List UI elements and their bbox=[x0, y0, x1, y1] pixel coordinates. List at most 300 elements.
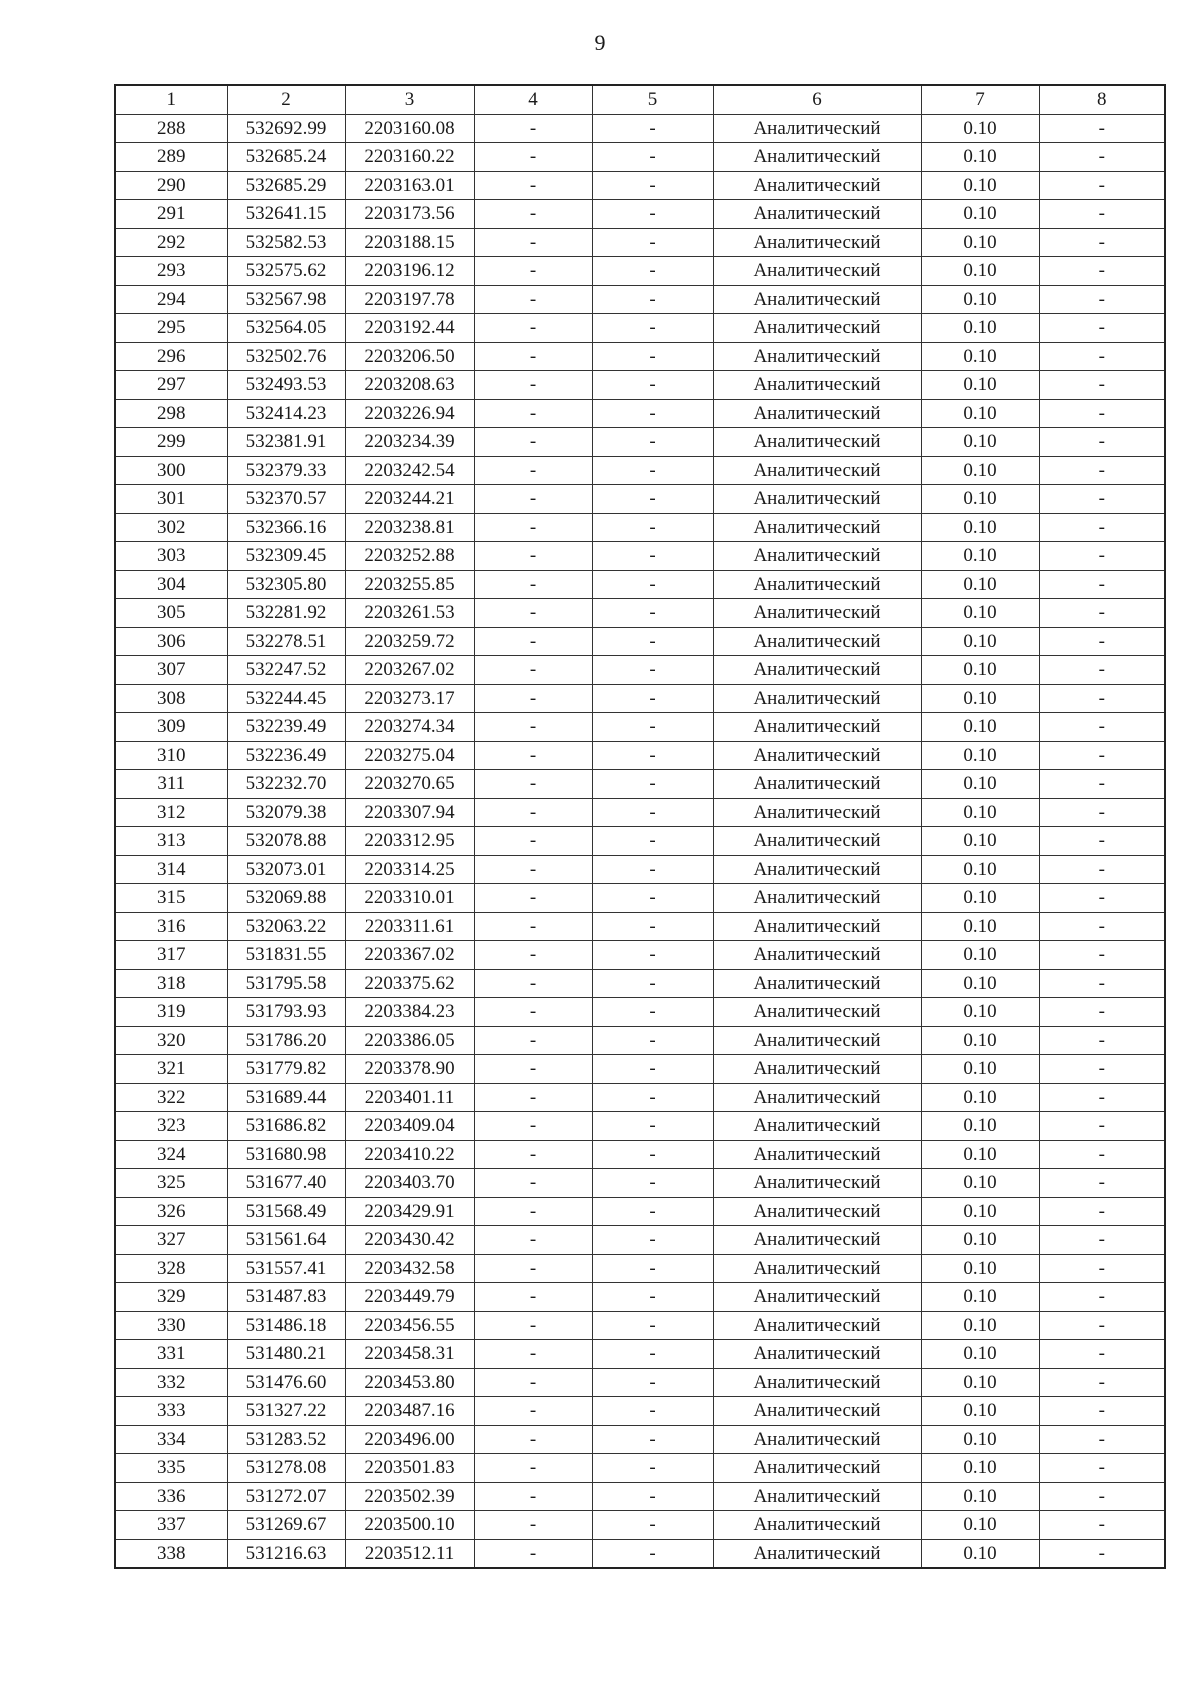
table-cell-col-3: 2203255.85 bbox=[345, 570, 474, 599]
table-cell-col-8: - bbox=[1039, 1055, 1165, 1084]
table-cell-col-5: - bbox=[592, 713, 713, 742]
table-cell-col-3: 2203244.21 bbox=[345, 485, 474, 514]
table-cell-col-4: - bbox=[474, 656, 592, 685]
table-cell-col-6: Аналитический bbox=[713, 1340, 921, 1369]
table-cell-col-8: - bbox=[1039, 969, 1165, 998]
table-cell-col-7: 0.10 bbox=[921, 428, 1039, 457]
table-cell-col-8: - bbox=[1039, 713, 1165, 742]
table-row bbox=[115, 1254, 1165, 1283]
table-cell-col-7: 0.10 bbox=[921, 627, 1039, 656]
table-cell-col-4: - bbox=[474, 827, 592, 856]
column-header-3: 3 bbox=[345, 85, 474, 114]
table-cell-col-3: 2203386.05 bbox=[345, 1026, 474, 1055]
table-cell-col-7: 0.10 bbox=[921, 1197, 1039, 1226]
table-cell-col-8: - bbox=[1039, 855, 1165, 884]
table-cell-col-4: - bbox=[474, 200, 592, 229]
table-cell-col-7: 0.10 bbox=[921, 969, 1039, 998]
table-cell-col-2: 531480.21 bbox=[227, 1340, 345, 1369]
table-cell-col-5: - bbox=[592, 371, 713, 400]
table-cell-col-3: 2203242.54 bbox=[345, 456, 474, 485]
table-cell-col-1: 304 bbox=[115, 570, 227, 599]
table-cell-col-6: Аналитический bbox=[713, 314, 921, 343]
table-cell-col-7: 0.10 bbox=[921, 257, 1039, 286]
table-cell-col-8: - bbox=[1039, 1397, 1165, 1426]
table-cell-col-6: Аналитический bbox=[713, 570, 921, 599]
table-cell-col-3: 2203311.61 bbox=[345, 912, 474, 941]
table-row bbox=[115, 513, 1165, 542]
table-cell-col-4: - bbox=[474, 912, 592, 941]
table-cell-col-1: 330 bbox=[115, 1311, 227, 1340]
table-cell-col-6: Аналитический bbox=[713, 798, 921, 827]
table-cell-col-8: - bbox=[1039, 656, 1165, 685]
table-cell-col-7: 0.10 bbox=[921, 171, 1039, 200]
table-cell-col-2: 532236.49 bbox=[227, 741, 345, 770]
table-row bbox=[115, 399, 1165, 428]
table-cell-col-4: - bbox=[474, 713, 592, 742]
table-cell-col-2: 532281.92 bbox=[227, 599, 345, 628]
table-cell-col-8: - bbox=[1039, 770, 1165, 799]
table-cell-col-4: - bbox=[474, 228, 592, 257]
table-cell-col-3: 2203197.78 bbox=[345, 285, 474, 314]
table-cell-col-8: - bbox=[1039, 1283, 1165, 1312]
table-row bbox=[115, 713, 1165, 742]
table-cell-col-8: - bbox=[1039, 1112, 1165, 1141]
table-cell-col-1: 297 bbox=[115, 371, 227, 400]
table-cell-col-4: - bbox=[474, 1397, 592, 1426]
table-cell-col-2: 531269.67 bbox=[227, 1511, 345, 1540]
table-cell-col-3: 2203456.55 bbox=[345, 1311, 474, 1340]
table-cell-col-8: - bbox=[1039, 570, 1165, 599]
table-cell-col-8: - bbox=[1039, 342, 1165, 371]
table-cell-col-3: 2203401.11 bbox=[345, 1083, 474, 1112]
table-cell-col-1: 302 bbox=[115, 513, 227, 542]
table-cell-col-6: Аналитический bbox=[713, 1368, 921, 1397]
table-cell-col-8: - bbox=[1039, 1169, 1165, 1198]
table-cell-col-1: 300 bbox=[115, 456, 227, 485]
table-cell-col-1: 325 bbox=[115, 1169, 227, 1198]
table-cell-col-4: - bbox=[474, 257, 592, 286]
table-cell-col-5: - bbox=[592, 1055, 713, 1084]
table-cell-col-7: 0.10 bbox=[921, 1112, 1039, 1141]
table-cell-col-1: 315 bbox=[115, 884, 227, 913]
table-cell-col-4: - bbox=[474, 428, 592, 457]
table-row bbox=[115, 1197, 1165, 1226]
table-cell-col-5: - bbox=[592, 428, 713, 457]
table-row bbox=[115, 228, 1165, 257]
table-row bbox=[115, 1283, 1165, 1312]
table-cell-col-7: 0.10 bbox=[921, 1169, 1039, 1198]
table-cell-col-2: 532685.29 bbox=[227, 171, 345, 200]
table-row bbox=[115, 884, 1165, 913]
table-cell-col-6: Аналитический bbox=[713, 656, 921, 685]
table-cell-col-1: 334 bbox=[115, 1425, 227, 1454]
table-cell-col-7: 0.10 bbox=[921, 314, 1039, 343]
table-row bbox=[115, 770, 1165, 799]
column-header-5: 5 bbox=[592, 85, 713, 114]
table-cell-col-1: 320 bbox=[115, 1026, 227, 1055]
table-cell-col-4: - bbox=[474, 855, 592, 884]
table-cell-col-4: - bbox=[474, 1083, 592, 1112]
table-cell-col-8: - bbox=[1039, 798, 1165, 827]
table-cell-col-8: - bbox=[1039, 1254, 1165, 1283]
table-cell-col-8: - bbox=[1039, 143, 1165, 172]
table-cell-col-7: 0.10 bbox=[921, 884, 1039, 913]
table-cell-col-6: Аналитический bbox=[713, 599, 921, 628]
table-cell-col-4: - bbox=[474, 627, 592, 656]
table-cell-col-3: 2203234.39 bbox=[345, 428, 474, 457]
table-cell-col-4: - bbox=[474, 1340, 592, 1369]
column-header-7: 7 bbox=[921, 85, 1039, 114]
table-cell-col-2: 531283.52 bbox=[227, 1425, 345, 1454]
table-cell-col-1: 332 bbox=[115, 1368, 227, 1397]
table-cell-col-4: - bbox=[474, 1112, 592, 1141]
table-cell-col-2: 532079.38 bbox=[227, 798, 345, 827]
table-cell-col-8: - bbox=[1039, 998, 1165, 1027]
table-cell-col-5: - bbox=[592, 285, 713, 314]
table-cell-col-2: 531487.83 bbox=[227, 1283, 345, 1312]
table-cell-col-2: 531831.55 bbox=[227, 941, 345, 970]
table-cell-col-2: 532078.88 bbox=[227, 827, 345, 856]
table-cell-col-3: 2203429.91 bbox=[345, 1197, 474, 1226]
table-cell-col-1: 322 bbox=[115, 1083, 227, 1112]
table-cell-col-8: - bbox=[1039, 599, 1165, 628]
table-cell-col-5: - bbox=[592, 228, 713, 257]
table-cell-col-8: - bbox=[1039, 912, 1165, 941]
table-cell-col-8: - bbox=[1039, 399, 1165, 428]
table-cell-col-2: 531689.44 bbox=[227, 1083, 345, 1112]
table-cell-col-2: 532063.22 bbox=[227, 912, 345, 941]
table-cell-col-3: 2203375.62 bbox=[345, 969, 474, 998]
table-row bbox=[115, 1169, 1165, 1198]
table-cell-col-7: 0.10 bbox=[921, 1254, 1039, 1283]
table-row bbox=[115, 684, 1165, 713]
table-row bbox=[115, 1055, 1165, 1084]
table-cell-col-8: - bbox=[1039, 741, 1165, 770]
table-cell-col-6: Аналитический bbox=[713, 770, 921, 799]
table-cell-col-5: - bbox=[592, 1482, 713, 1511]
table-cell-col-6: Аналитический bbox=[713, 1140, 921, 1169]
table-cell-col-5: - bbox=[592, 969, 713, 998]
table-row bbox=[115, 1112, 1165, 1141]
table-cell-col-2: 532564.05 bbox=[227, 314, 345, 343]
table-row bbox=[115, 542, 1165, 571]
table-cell-col-8: - bbox=[1039, 884, 1165, 913]
table-cell-col-2: 532379.33 bbox=[227, 456, 345, 485]
table-cell-col-6: Аналитический bbox=[713, 1254, 921, 1283]
table-cell-col-4: - bbox=[474, 1026, 592, 1055]
table-cell-col-1: 312 bbox=[115, 798, 227, 827]
table-cell-col-6: Аналитический bbox=[713, 1169, 921, 1198]
column-header-4: 4 bbox=[474, 85, 592, 114]
table-cell-col-8: - bbox=[1039, 542, 1165, 571]
table-cell-col-4: - bbox=[474, 1283, 592, 1312]
table-cell-col-6: Аналитический bbox=[713, 143, 921, 172]
table-cell-col-2: 531561.64 bbox=[227, 1226, 345, 1255]
table-cell-col-8: - bbox=[1039, 684, 1165, 713]
table-cell-col-3: 2203252.88 bbox=[345, 542, 474, 571]
table-cell-col-7: 0.10 bbox=[921, 1368, 1039, 1397]
table-cell-col-7: 0.10 bbox=[921, 1026, 1039, 1055]
table-cell-col-3: 2203160.22 bbox=[345, 143, 474, 172]
table-cell-col-3: 2203458.31 bbox=[345, 1340, 474, 1369]
table-cell-col-7: 0.10 bbox=[921, 342, 1039, 371]
table-cell-col-3: 2203496.00 bbox=[345, 1425, 474, 1454]
table-cell-col-3: 2203384.23 bbox=[345, 998, 474, 1027]
table-cell-col-8: - bbox=[1039, 1340, 1165, 1369]
table-cell-col-2: 532366.16 bbox=[227, 513, 345, 542]
table-cell-col-7: 0.10 bbox=[921, 1055, 1039, 1084]
table-cell-col-4: - bbox=[474, 741, 592, 770]
table-cell-col-1: 317 bbox=[115, 941, 227, 970]
table-row bbox=[115, 342, 1165, 371]
table-cell-col-3: 2203307.94 bbox=[345, 798, 474, 827]
table-cell-col-5: - bbox=[592, 884, 713, 913]
table-cell-col-5: - bbox=[592, 1169, 713, 1198]
table-row bbox=[115, 1226, 1165, 1255]
table-cell-col-8: - bbox=[1039, 1197, 1165, 1226]
table-cell-col-6: Аналитический bbox=[713, 114, 921, 143]
table-cell-col-7: 0.10 bbox=[921, 485, 1039, 514]
table-cell-col-7: 0.10 bbox=[921, 570, 1039, 599]
table-cell-col-1: 305 bbox=[115, 599, 227, 628]
table-cell-col-5: - bbox=[592, 741, 713, 770]
table-cell-col-2: 532370.57 bbox=[227, 485, 345, 514]
table-cell-col-4: - bbox=[474, 542, 592, 571]
table-row bbox=[115, 1482, 1165, 1511]
table-cell-col-6: Аналитический bbox=[713, 941, 921, 970]
table-cell-col-7: 0.10 bbox=[921, 1397, 1039, 1426]
table-cell-col-1: 335 bbox=[115, 1454, 227, 1483]
column-header-2: 2 bbox=[227, 85, 345, 114]
table-row bbox=[115, 456, 1165, 485]
table-cell-col-7: 0.10 bbox=[921, 770, 1039, 799]
table-cell-col-8: - bbox=[1039, 941, 1165, 970]
table-row bbox=[115, 200, 1165, 229]
table-cell-col-1: 327 bbox=[115, 1226, 227, 1255]
table-cell-col-8: - bbox=[1039, 1311, 1165, 1340]
table-cell-col-3: 2203208.63 bbox=[345, 371, 474, 400]
table-cell-col-4: - bbox=[474, 171, 592, 200]
table-cell-col-2: 531686.82 bbox=[227, 1112, 345, 1141]
table-cell-col-8: - bbox=[1039, 171, 1165, 200]
table-cell-col-2: 532575.62 bbox=[227, 257, 345, 286]
table-cell-col-5: - bbox=[592, 1539, 713, 1568]
table-cell-col-2: 531557.41 bbox=[227, 1254, 345, 1283]
table-cell-col-6: Аналитический bbox=[713, 741, 921, 770]
table-cell-col-1: 318 bbox=[115, 969, 227, 998]
table-cell-col-5: - bbox=[592, 200, 713, 229]
table-cell-col-2: 532073.01 bbox=[227, 855, 345, 884]
table-cell-col-4: - bbox=[474, 371, 592, 400]
table-cell-col-4: - bbox=[474, 114, 592, 143]
table-cell-col-8: - bbox=[1039, 314, 1165, 343]
table-cell-col-5: - bbox=[592, 1254, 713, 1283]
table-cell-col-4: - bbox=[474, 485, 592, 514]
table-cell-col-4: - bbox=[474, 399, 592, 428]
table-cell-col-1: 319 bbox=[115, 998, 227, 1027]
table-cell-col-3: 2203192.44 bbox=[345, 314, 474, 343]
table-cell-col-2: 532641.15 bbox=[227, 200, 345, 229]
table-cell-col-1: 308 bbox=[115, 684, 227, 713]
table-cell-col-6: Аналитический bbox=[713, 713, 921, 742]
table-cell-col-6: Аналитический bbox=[713, 884, 921, 913]
table-cell-col-6: Аналитический bbox=[713, 285, 921, 314]
table-cell-col-6: Аналитический bbox=[713, 1197, 921, 1226]
table-cell-col-5: - bbox=[592, 827, 713, 856]
table-cell-col-3: 2203367.02 bbox=[345, 941, 474, 970]
table-cell-col-4: - bbox=[474, 314, 592, 343]
table-cell-col-5: - bbox=[592, 1083, 713, 1112]
table-cell-col-1: 294 bbox=[115, 285, 227, 314]
table-cell-col-2: 531327.22 bbox=[227, 1397, 345, 1426]
table-cell-col-6: Аналитический bbox=[713, 1083, 921, 1112]
table-cell-col-6: Аналитический bbox=[713, 998, 921, 1027]
table-cell-col-3: 2203432.58 bbox=[345, 1254, 474, 1283]
table-cell-col-3: 2203310.01 bbox=[345, 884, 474, 913]
table-cell-col-3: 2203501.83 bbox=[345, 1454, 474, 1483]
table-cell-col-5: - bbox=[592, 257, 713, 286]
table-cell-col-3: 2203259.72 bbox=[345, 627, 474, 656]
table-cell-col-1: 293 bbox=[115, 257, 227, 286]
table-cell-col-8: - bbox=[1039, 1226, 1165, 1255]
table-cell-col-5: - bbox=[592, 1283, 713, 1312]
table-cell-col-3: 2203409.04 bbox=[345, 1112, 474, 1141]
page-number: 9 bbox=[594, 30, 606, 55]
table-cell-col-3: 2203403.70 bbox=[345, 1169, 474, 1198]
table-cell-col-2: 531786.20 bbox=[227, 1026, 345, 1055]
table-cell-col-3: 2203453.80 bbox=[345, 1368, 474, 1397]
table-cell-col-7: 0.10 bbox=[921, 114, 1039, 143]
table-cell-col-6: Аналитический bbox=[713, 1283, 921, 1312]
table-row bbox=[115, 1311, 1165, 1340]
table-cell-col-4: - bbox=[474, 1454, 592, 1483]
table-cell-col-7: 0.10 bbox=[921, 1311, 1039, 1340]
table-cell-col-8: - bbox=[1039, 627, 1165, 656]
table-cell-col-5: - bbox=[592, 1340, 713, 1369]
table-cell-col-3: 2203173.56 bbox=[345, 200, 474, 229]
table-cell-col-7: 0.10 bbox=[921, 1083, 1039, 1112]
table-cell-col-5: - bbox=[592, 1112, 713, 1141]
table-cell-col-1: 296 bbox=[115, 342, 227, 371]
table-cell-col-1: 310 bbox=[115, 741, 227, 770]
table-cell-col-6: Аналитический bbox=[713, 969, 921, 998]
table-cell-col-8: - bbox=[1039, 1539, 1165, 1568]
table-cell-col-7: 0.10 bbox=[921, 399, 1039, 428]
table-cell-col-1: 292 bbox=[115, 228, 227, 257]
table-cell-col-3: 2203206.50 bbox=[345, 342, 474, 371]
table-cell-col-5: - bbox=[592, 1226, 713, 1255]
table-cell-col-5: - bbox=[592, 599, 713, 628]
table-cell-col-3: 2203163.01 bbox=[345, 171, 474, 200]
table-row bbox=[115, 1026, 1165, 1055]
table-cell-col-7: 0.10 bbox=[921, 684, 1039, 713]
table-cell-col-5: - bbox=[592, 1454, 713, 1483]
table-cell-col-4: - bbox=[474, 884, 592, 913]
table-row bbox=[115, 257, 1165, 286]
table-cell-col-5: - bbox=[592, 1197, 713, 1226]
table-cell-col-8: - bbox=[1039, 1368, 1165, 1397]
table-cell-col-2: 532414.23 bbox=[227, 399, 345, 428]
table-cell-col-5: - bbox=[592, 570, 713, 599]
table-cell-col-7: 0.10 bbox=[921, 285, 1039, 314]
table-cell-col-1: 309 bbox=[115, 713, 227, 742]
table-row bbox=[115, 1340, 1165, 1369]
table-cell-col-2: 532493.53 bbox=[227, 371, 345, 400]
table-cell-col-1: 316 bbox=[115, 912, 227, 941]
table-cell-col-8: - bbox=[1039, 485, 1165, 514]
table-cell-col-5: - bbox=[592, 1368, 713, 1397]
table-cell-col-6: Аналитический bbox=[713, 1055, 921, 1084]
table-cell-col-1: 331 bbox=[115, 1340, 227, 1369]
table-cell-col-6: Аналитический bbox=[713, 1226, 921, 1255]
table-cell-col-1: 328 bbox=[115, 1254, 227, 1283]
table-cell-col-4: - bbox=[474, 1055, 592, 1084]
table-cell-col-2: 532069.88 bbox=[227, 884, 345, 913]
table-cell-col-1: 288 bbox=[115, 114, 227, 143]
table-cell-col-4: - bbox=[474, 684, 592, 713]
table-cell-col-4: - bbox=[474, 1226, 592, 1255]
table-cell-col-6: Аналитический bbox=[713, 200, 921, 229]
table-cell-col-3: 2203196.12 bbox=[345, 257, 474, 286]
table-cell-col-3: 2203502.39 bbox=[345, 1482, 474, 1511]
table-cell-col-6: Аналитический bbox=[713, 342, 921, 371]
table-cell-col-7: 0.10 bbox=[921, 1511, 1039, 1540]
table-cell-col-3: 2203314.25 bbox=[345, 855, 474, 884]
table-cell-col-7: 0.10 bbox=[921, 855, 1039, 884]
table-cell-col-7: 0.10 bbox=[921, 998, 1039, 1027]
table-row bbox=[115, 1539, 1165, 1568]
table-cell-col-1: 338 bbox=[115, 1539, 227, 1568]
table-cell-col-7: 0.10 bbox=[921, 713, 1039, 742]
table-cell-col-7: 0.10 bbox=[921, 1454, 1039, 1483]
table-cell-col-3: 2203378.90 bbox=[345, 1055, 474, 1084]
table-cell-col-7: 0.10 bbox=[921, 143, 1039, 172]
table-cell-col-4: - bbox=[474, 1511, 592, 1540]
table-row bbox=[115, 371, 1165, 400]
table-cell-col-5: - bbox=[592, 941, 713, 970]
table-cell-col-3: 2203274.34 bbox=[345, 713, 474, 742]
table-cell-col-6: Аналитический bbox=[713, 171, 921, 200]
table-cell-col-8: - bbox=[1039, 114, 1165, 143]
table-cell-col-1: 311 bbox=[115, 770, 227, 799]
table-cell-col-8: - bbox=[1039, 456, 1165, 485]
table-cell-col-1: 290 bbox=[115, 171, 227, 200]
table-cell-col-1: 307 bbox=[115, 656, 227, 685]
table-cell-col-1: 333 bbox=[115, 1397, 227, 1426]
table-row bbox=[115, 428, 1165, 457]
table-cell-col-3: 2203270.65 bbox=[345, 770, 474, 799]
table-row bbox=[115, 1425, 1165, 1454]
table-cell-col-2: 531680.98 bbox=[227, 1140, 345, 1169]
table-cell-col-1: 298 bbox=[115, 399, 227, 428]
table-cell-col-8: - bbox=[1039, 200, 1165, 229]
table-cell-col-5: - bbox=[592, 1397, 713, 1426]
table-cell-col-7: 0.10 bbox=[921, 599, 1039, 628]
table-cell-col-5: - bbox=[592, 143, 713, 172]
table-cell-col-5: - bbox=[592, 627, 713, 656]
table-row bbox=[115, 941, 1165, 970]
table-row bbox=[115, 912, 1165, 941]
table-cell-col-6: Аналитический bbox=[713, 1397, 921, 1426]
table-cell-col-4: - bbox=[474, 998, 592, 1027]
table-cell-col-1: 295 bbox=[115, 314, 227, 343]
table-header-row bbox=[115, 85, 1165, 114]
table-cell-col-2: 531278.08 bbox=[227, 1454, 345, 1483]
table-cell-col-4: - bbox=[474, 513, 592, 542]
table-cell-col-7: 0.10 bbox=[921, 798, 1039, 827]
column-header-8: 8 bbox=[1039, 85, 1165, 114]
table-row bbox=[115, 143, 1165, 172]
